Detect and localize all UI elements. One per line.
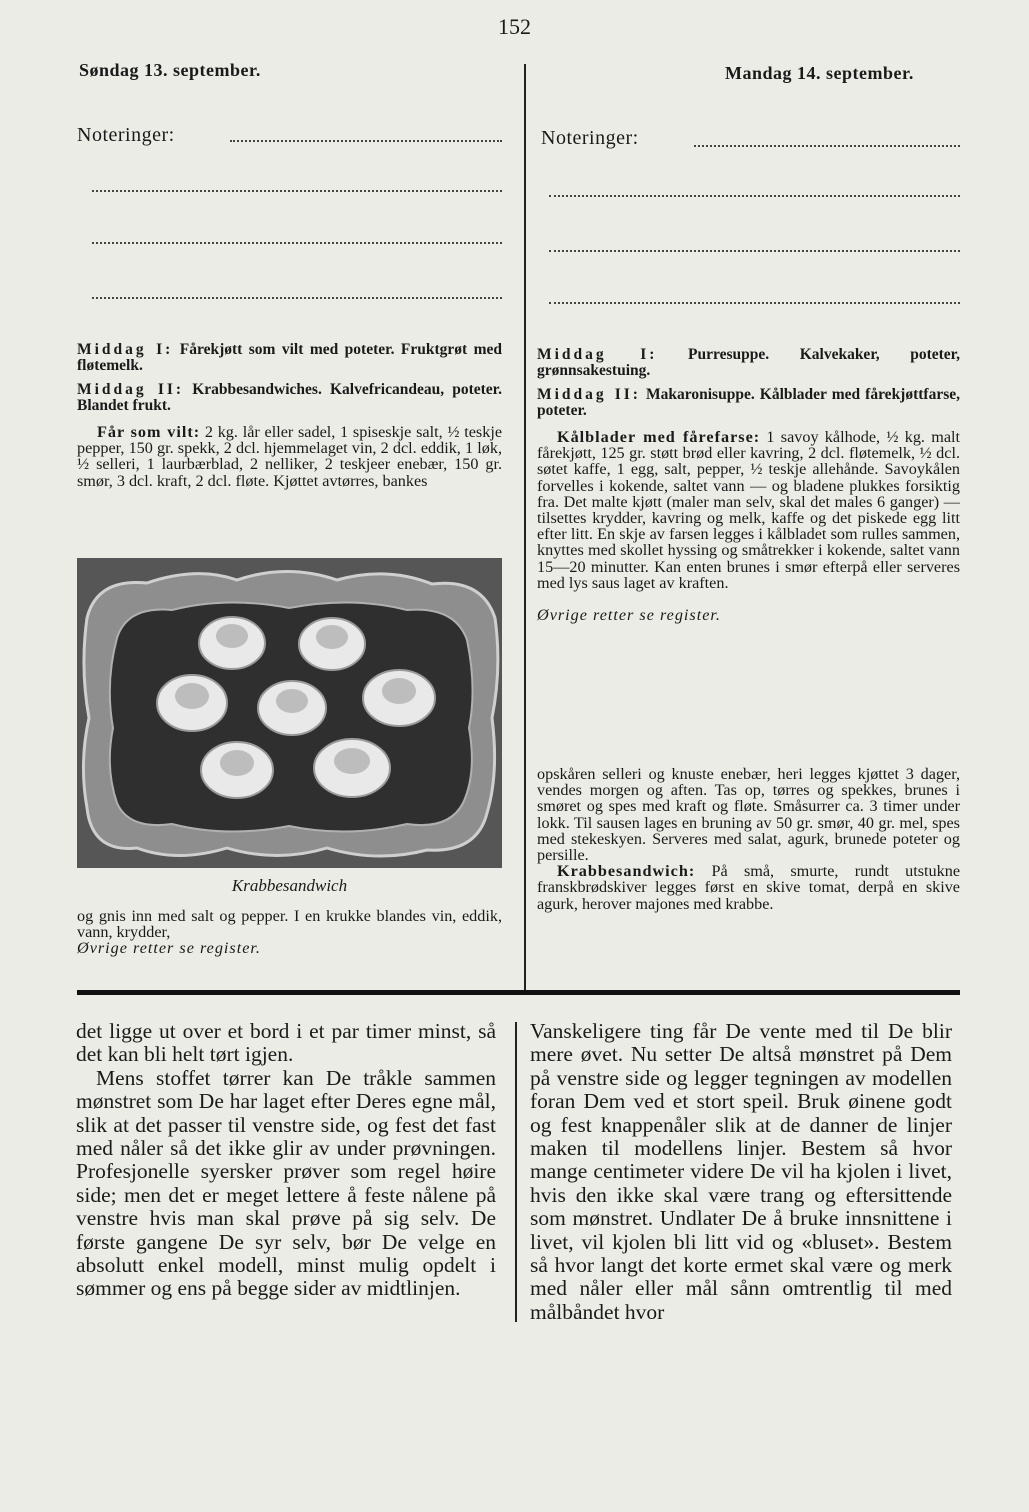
left-notes-dotline-3 <box>92 242 502 244</box>
left-notes-row <box>77 124 502 147</box>
right-notes-dotline-1 <box>694 145 960 147</box>
left-notes-label: Noteringer: <box>77 124 175 146</box>
left-menu-1 <box>77 342 502 374</box>
section-divider <box>77 990 960 995</box>
right-continued-text: opskåren selleri og knuste enebær, heri legges kjøttet 3 dager, vendes morgen og aften. Tas op, tørres og spekkes, brunes i smøret og spes med kraft og fløte. Småsurrer ca. 3 timer under lokk. Til sausen lages en bruning av 50 gr. smør, 40 gr. mel, spes med stekeskyen. Serveres med salat, agurk, brunede poteter og persille. <box>537 765 960 865</box>
column-divider <box>524 64 526 990</box>
left-menu-2-label: Middag II: <box>77 381 185 398</box>
right-notes-label: Noteringer: <box>541 127 639 149</box>
right-notes-dotline-2 <box>549 195 960 197</box>
bottom-left-p2: Mens stoffet tørrer kan De tråkle sammen mønstret som De har laget efter Deres egne mål, slik at det passer til venstre side, og fest det fast med nåler så det ikke glir av under prøvningen. Profesjonelle syersker prøver som regel høire side; men det er meget lettere å feste nålene på venstre hvis man skal prøve på sig selv. De første gangene De syr selv, bør De velge en absolutt enkel modell, minst mulig opdelt i sømmer og ens på begge sider av midtlinjen. <box>76 1065 496 1301</box>
right-menu-2-label: Middag II: <box>537 386 641 403</box>
right-recipe-2-text: På små, smurte, rundt utstukne franskbrødskiver legges først en skive tomat, derpå en skive agurk, herover majones med krabbe. <box>537 862 960 913</box>
bottom-left-p1: det ligge ut over et bord i et par timer minst, så det kan bli helt tørt igjen. <box>76 1019 496 1067</box>
bottom-column-divider <box>515 1022 517 1322</box>
krabbesandwich-photo <box>77 558 502 868</box>
right-recipe-title: Kålblader med fårefarse: <box>557 428 761 446</box>
left-day-heading: Søndag 13. september. <box>79 60 261 80</box>
right-menu-1-label: Middag I: <box>537 346 658 363</box>
left-menu-block <box>77 342 502 489</box>
left-notes-dotline-2 <box>92 190 502 192</box>
right-see-register: Øvrige retter se register. <box>537 606 721 625</box>
right-recipe-2-title: Krabbesandwich: <box>557 862 696 881</box>
right-menu-block <box>537 347 960 623</box>
bottom-left-text <box>76 1020 496 1301</box>
bottom-right-p1: Vanskeligere ting får De vente med til De blir mere øvet. Nu setter De altså mønstret på Dem på venstre side og legger tegningen av modellen foran Dem ved et stort speil. Bruk øinene godt og fest knappenåler slik at de danner de linjer maken til modellens linjer. Bestem så hvor mange centimeter videre De vil ha kjolen i livet, hvis den ikke skal være trang og eftersittende som mønstret. Undlater De å bruke innsnittene i livet, vil kjolen bli litt vid og «bluset». Bestem så hvor langt det korte ermet skal være og merk med nåler eller mål sånn omtrentlig til med målbåndet hvor <box>530 1019 952 1324</box>
page-number: 152 <box>498 14 531 39</box>
right-recipe-text: 1 savoy kålhode, ½ kg. malt fårekjøtt, 125 gr. støtt brød eller kavring, 2 dcl. fløtemelk, ½ dcl. søtet kaffe, 1 egg, salt, pepper, ½ teskje allehånde. Savoykålen forvelles i kokende, saltet vann — og bladene plukkes forsiktig fra. Det malte kjøtt (maler man selv, skal det males 6 ganger) — tilsettes krydder, kavring og melk, kaffe og det piskede egg litt efter litt. En skje av farsen legges i kålbladet som rulles sammen, knyttes med skollet hyssing og småtrekker i kokende, saltet vann 15—20 minutter. Kan enten brunes i smør efterpå eller serveres med lys saus laget av kraften. <box>537 428 961 592</box>
bottom-right-text <box>530 1020 952 1324</box>
right-notes-dotline-3 <box>549 250 960 252</box>
photo-caption: Krabbesandwich <box>231 876 348 895</box>
right-menu-1-text: Purresuppe. Kalvekaker, poteter, grønnsakestuing. <box>537 346 961 379</box>
left-recipe-text: 2 kg. lår eller sadel, 1 spiseskje salt, ½ teskje pepper, 150 gr. spekk, 2 dcl. hjemmelaget vin, 2 dcl. eddik, 1 løk, ½ selleri, 1 laurbærblad, 2 nelliker, 2 teskjeer enebær, 150 gr. smør, 3 dcl. kraft, 2 dcl. fløte. Kjøttet avtørres, bankes <box>77 423 503 490</box>
tray-illustration <box>77 558 502 868</box>
left-menu-1-text: Fårekjøtt som vilt med poteter. Fruktgrøt med fløtemelk. <box>77 341 503 374</box>
right-notes-dotline-4 <box>549 302 960 304</box>
left-recipe-title: Får som vilt: <box>97 423 201 441</box>
right-recipe-2 <box>537 863 960 912</box>
right-menu-2 <box>537 387 960 419</box>
left-menu-1-label: Middag I: <box>77 341 174 358</box>
left-continued-text: og gnis inn med salt og pepper. I en krukke blandes vin, eddik, vann, krydder, <box>77 907 502 942</box>
left-notes-dotline-4 <box>92 297 502 299</box>
left-menu-2-text: Krabbesandwiches. Kalvefricandeau, poteter. Blandet frukt. <box>77 381 503 414</box>
left-see-register: Øvrige retter se register. <box>77 939 261 958</box>
left-menu-2 <box>77 382 502 414</box>
right-day-heading: Mandag 14. september. <box>725 63 914 83</box>
right-menu-1 <box>537 347 960 379</box>
right-menu-2-text: Makaronisuppe. Kålblader med fårekjøttfarse, poteter. <box>537 386 960 419</box>
right-recipe <box>537 429 960 591</box>
left-continued-block <box>77 908 502 957</box>
right-continued-block <box>537 766 960 912</box>
left-recipe <box>77 424 502 489</box>
left-notes-dotline-1 <box>230 140 502 142</box>
